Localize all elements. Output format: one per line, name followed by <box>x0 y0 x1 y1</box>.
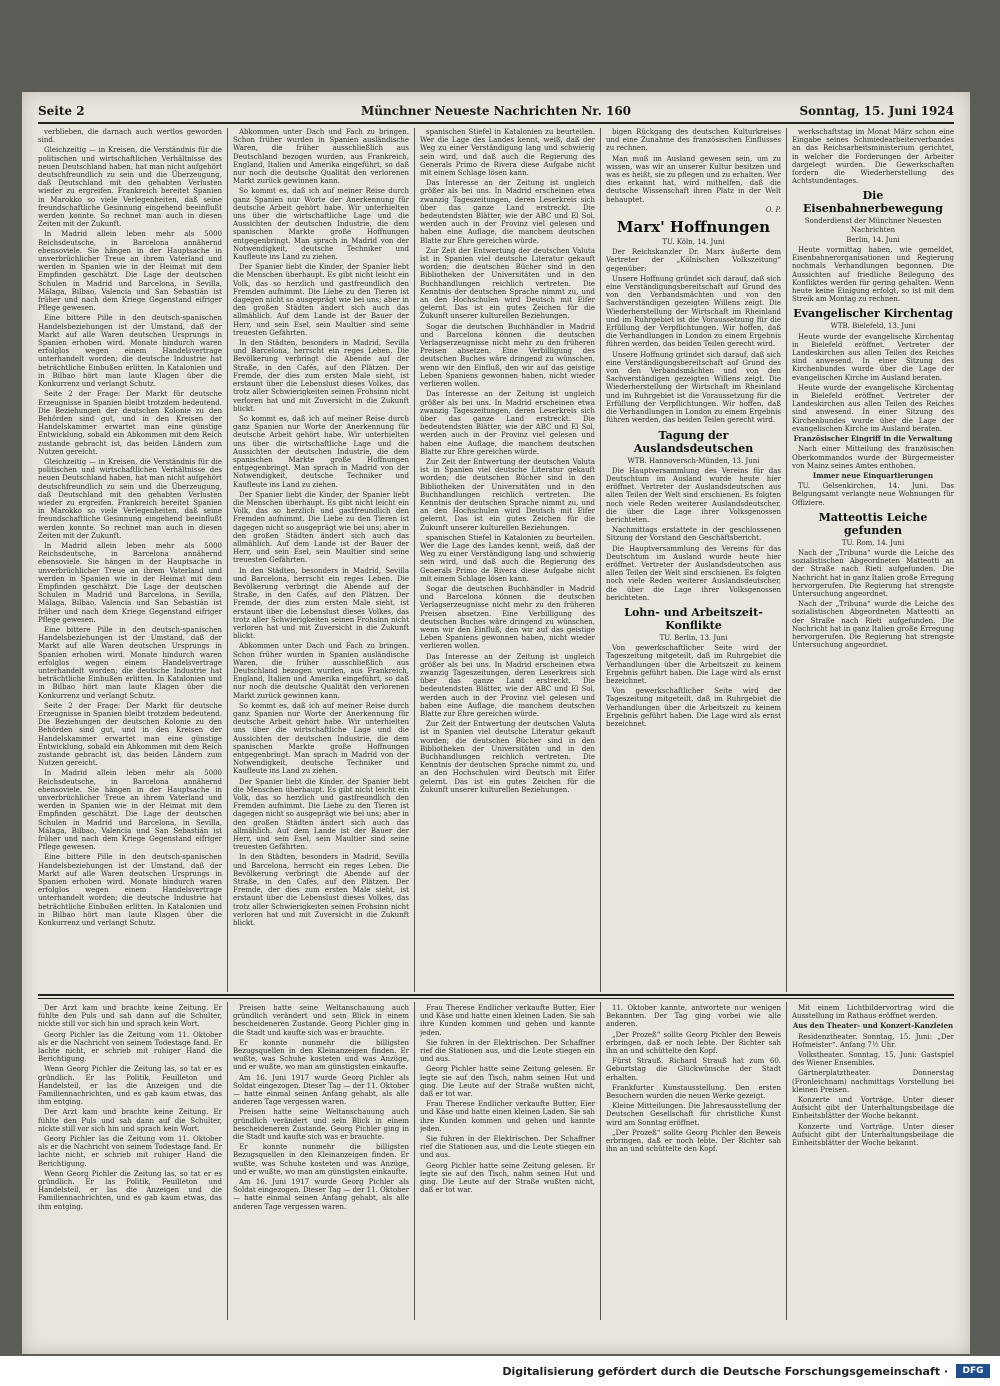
paragraph: Er konnte nunmehr die billigsten Bezugsquellen in den Kleinanzeigen finden. Er wußte, was Schuhe kosteten und was Anzüge, und er wußte, wo man am günstigsten einkaufte. <box>233 1038 409 1072</box>
headline-kirchentag: Evangelischer Kirchentag <box>793 307 953 321</box>
feuilleton-column-4 <box>606 1004 781 1318</box>
paragraph: Der Arzt kam und brachte keine Zeitung. Er fühlte den Puls und sah dann auf die Schulter, nickte still vor sich hin und sprach kein Wort. <box>38 1004 222 1029</box>
dfg-logo: DFG <box>956 1364 990 1378</box>
paragraph: Die Hauptversammlung des Vereins für das Deutschtum im Ausland wurde heute hier eröffnet. Vertreter der Auslandsdeutschen aus allen Teilen der Welt sind erschienen. Es folgten noch viele Reden weiterer Auslandsdeutscher, die über die Lage ihrer Volksgenossen berichteten. <box>606 544 781 602</box>
paragraph: So kommt es, daß ich auf meiner Reise durch ganz Spanien nur Worte der Anerkennung für deutsche Arbeit gehört habe. Wir unterhielten uns über die wirtschaftliche Lage und die Aussichten der deutschen Industrie, die dem spanischen Markte große Hoffnungen entgegenbringt. Man sprach in Madrid von der Notwendigkeit, deutsche Techniker und Kaufleute ins Land zu ziehen. <box>233 414 409 489</box>
paragraph: Konzerte und Vorträge. Unter dieser Aufsicht gibt der Unterhaltungsbeilage die Einheitsblätter der Woche bekannt. <box>792 1096 954 1121</box>
paragraph: Zur Zeit der Entwertung der deutschen Valuta ist in Spanien viel deutsche Literatur gekauft worden; die deutschen Bücher sind in den Bibliotheken der Universitäten und in den Buchhandlungen reichlich vertreten. Die Kenntnis der deutschen Sprache nimmt zu, und an den Hochschulen wird Deutsch mit Eifer gelernt. Das ist ein gutes Zeichen für die Zukunft unserer kulturellen Beziehungen. <box>420 246 595 321</box>
paragraph: Am 16. Juni 1917 wurde Georg Pichler als Soldat eingezogen. Dieser Tag — der 11. Oktober — hatte einmal seinen Anfang gehabt, als alle anderen Tage vergessen waren. <box>233 1073 409 1107</box>
article-column-3 <box>420 128 595 990</box>
paragraph: Georg Pichler hatte seine Zeitung gelesen. Er legte sie auf den Tisch, nahm seinen Hut und ging. Die Leute auf der Straße wußten nicht, daß er tot war. <box>420 1161 595 1195</box>
paragraph: Frankfurter Kunstausstellung. Den ersten Besuchern wurden die neuen Werke gezeigt. <box>606 1083 781 1101</box>
paragraph: Das Interesse an der Zeitung ist ungleich größer als bei uns. In Madrid erscheinen etwa zwanzig Tageszeitungen, deren Leserkreis sich über das ganze Land erstreckt. Die bedeutendsten Blätter, wie der ABC und El Sol, werden auch in der Provinz viel gelesen und haben eine Auflage, die manchem deutschen Blatte zur Ehre gereichen würde. <box>420 179 595 245</box>
feuilleton-column-1 <box>38 1004 222 1318</box>
paragraph: In Madrid allein leben mehr als 5000 Reichsdeutsche, in Barcelona annähernd ebensoviele. Sie hängen in der Hauptsache in unverbrüchlicher Treue an ihrem Vaterland und werden in Spanien wie in der Heimat mit dem Empfinden geschätzt. Die Lage der deutschen Schulen in Madrid und Barcelona, in Sevilla, Málaga, Bilbao, Valencia und San Sebastián ist früher und nach dem Kriege Gegenstand eifriger Pflege gewesen. <box>38 230 222 313</box>
paragraph: In Madrid allein leben mehr als 5000 Reichsdeutsche, in Barcelona annähernd ebensoviele. Sie hängen in der Hauptsache in unverbrüchlicher Treue an ihrem Vaterland und werden in Spanien wie in der Heimat mit dem Empfinden geschätzt. Die Lage der deutschen Schulen in Madrid und Barcelona, in Sevilla, Málaga, Bilbao, Valencia und San Sebastián ist früher und nach dem Kriege Gegenstand eifriger Pflege gewesen. <box>38 769 222 852</box>
paragraph: Abkommen unter Dach und Fach zu bringen. Schon früher wurden in Spanien ausländische Waren, die früher ausschließlich aus Deutschland bezogen wurden, aus Frankreich, England, Italien und Amerika eingeführt, so daß nur noch die deutsche Qualität den verlorenen Markt zurück gewinnen kann. <box>233 128 409 186</box>
paragraph: In den Städten, besonders in Madrid, Sevilla und Barcelona, herrscht ein reges Leben. Die Bevölkerung verbringt die Abende auf der Straße, in den Cafés, auf den Plätzen. Der Fremde, der dies zum ersten Male sieht, ist erstaunt über die Lebenslust dieses Volkes, das trotz aller Schwierigkeiten seinen Frohsinn nicht verloren hat und mit Zuversicht in die Zukunft blickt. <box>233 853 409 928</box>
article-column-2 <box>233 128 409 990</box>
paragraph: In Madrid allein leben mehr als 5000 Reichsdeutsche, in Barcelona annähernd ebensoviele. Sie hängen in der Hauptsache in unverbrüchlicher Treue an ihrem Vaterland und werden in Spanien wie in der Heimat mit dem Empfinden geschätzt. Die Lage der deutschen Schulen in Madrid und Barcelona, in Sevilla, Málaga, Bilbao, Valencia und San Sebastián ist früher und nach dem Kriege Gegenstand eifriger Pflege gewesen. <box>38 541 222 624</box>
dateline: WTB. Hannoversch-Münden, 13. Juni <box>627 456 760 465</box>
funding-notice: Digitalisierung gefördert durch die Deutsche Forschungsgemeinschaft · <box>502 1365 948 1378</box>
subheadline-theater: Aus den Theater- und Konzert-Kanzleien <box>792 1021 954 1031</box>
paragraph: Wenn Georg Pichler die Zeitung las, so tat er es gründlich. Er las Politik, Feuilleton und Handelsteil, er las die Anzeigen und die Familiennachrichten, und es gab kaum etwas, das ihm entging. <box>38 1169 222 1211</box>
paragraph: Der Arzt kam und brachte keine Zeitung. Er fühlte den Puls und sah dann auf die Schulter, nickte still vor sich hin und sprach kein Wort. <box>38 1108 222 1133</box>
dateline: Berlin, 14. Juni <box>846 235 900 244</box>
feuilleton-column-3 <box>420 1004 595 1318</box>
dateline: WTB. Bielefeld, 13. Juni <box>830 322 916 331</box>
paragraph: Nachmittags erstattete in der geschlossenen Sitzung der Vorstand den Geschäftsbericht. <box>606 526 781 543</box>
paragraph: Heute vormittag haben, wie gemeldet, Eisenbahnerorganisationen und Regierung nochmals Verhandlungen begonnen. Die Aussichten auf friedliche Beilegung des Konfliktes werden für gering gehalten. Wenn heute keine Einigung erfolgt, so ist mit dem Streik am Montag zu rechnen. <box>792 246 954 304</box>
paragraph: Sogar die deutschen Buchhändler in Madrid und Barcelona können die deutschen Verlagserzeugnisse nicht mehr zu den früheren Preisen absetzen. Eine Verbilligung des deutschen Buches wäre dringend zu wünschen, wenn wir den Einfluß, den wir auf das geistige Leben Spaniens gewonnen haben, nicht wieder verlieren wollen. <box>420 584 595 651</box>
paragraph: Der Reichskanzler Dr. Marx äußerte dem Vertreter der „Kölnischen Volkszeitung“ gegenüber: <box>606 248 781 273</box>
headline-marx: Marx' Hoffnungen <box>616 218 771 237</box>
paragraph: Der Spanier liebt die Kinder, der Spanier liebt die Menschen überhaupt. Es gibt nicht leicht ein Volk, das so herzlich und gastfreundlich den Fremden aufnimmt. Die Liebe zu den Tieren ist dagegen nicht so ausgeprägt wie bei uns; aber in den großen Städten ändert sich auch das allmählich. Auf dem Lande ist der Bauer der Herr, und sein Esel, sein Maultier sind seine treuesten Gefährten. <box>233 263 409 337</box>
section-separator <box>38 998 954 999</box>
paragraph: Der Spanier liebt die Kinder, der Spanier liebt die Menschen überhaupt. Es gibt nicht leicht ein Volk, das so herzlich und gastfreundlich den Fremden aufnimmt. Die Liebe zu den Tieren ist dagegen nicht so ausgeprägt wie bei uns; aber in den großen Städten ändert sich auch das allmählich. Auf dem Lande ist der Bauer der Herr, und sein Esel, sein Maultier sind seine treuesten Gefährten. <box>233 490 409 565</box>
headline-lohn: Lohn- und Arbeitszeit-Konflikte <box>624 605 763 632</box>
column-divider <box>227 128 228 992</box>
column-divider <box>786 1002 787 1320</box>
dateline: TU. Rom, 14. Juni <box>841 538 905 547</box>
paragraph: Gärtnerplatztheater. Donnerstag (Fronleichnam) nachmittags Vorstellung bei kleinen Preisen. <box>792 1069 954 1094</box>
paragraph: Nach einer Mitteilung des französischen Oberkommandos wurde der Bürgermeister von Mainz seines Amtes enthoben. <box>792 445 954 470</box>
column-divider <box>786 128 787 992</box>
paragraph: „Der Prozeß“ sollte Georg Pichler den Beweis erbringen, daß er noch lebte. Der Richter sah ihn an und schüttelte den Kopf. <box>606 1128 781 1154</box>
column-divider <box>414 128 415 992</box>
paragraph: Georg Pichler hatte seine Zeitung gelesen. Er legte sie auf den Tisch, nahm seinen Hut und ging. Die Leute auf der Straße wußten nicht, daß er tot war. <box>420 1065 595 1099</box>
paragraph: Abkommen unter Dach und Fach zu bringen. Schon früher wurden in Spanien ausländische Waren, die früher ausschließlich aus Deutschland bezogen wurden, aus Frankreich, England, Italien und Amerika eingeführt, so daß nur noch die deutsche Qualität den verlorenen Markt zurück gewinnen kann. <box>233 642 409 700</box>
headline-tagung: Tagung der Auslandsdeutschen <box>633 428 754 455</box>
page-number: Seite 2 <box>38 104 85 118</box>
paragraph: Heute wurde der evangelische Kirchentag in Bielefeld eröffnet. Vertreter der Landeskirchen aus allen Teilen des Reiches sind anwesend. In einer Sitzung des Kirchenbundes wurde über die Lage der evangelischen Kirche im Ausland beraten. <box>792 332 954 382</box>
paragraph: werkschaftstag im Monat März schon eine Eingabe seines Schmiedearbeiterverbandes an das Reichsarbeitsministerium gerichtet, in welcher die Forderungen der Arbeiter dargelegt wurden. Die Gewerkschaften fordern die Wiederherstellung des Achtstundentages. <box>792 128 954 186</box>
paragraph: Gleichzeitig — in Kreisen, die Verständnis für die politischen und wirtschaftlichen Verhältnisse des neuen Deutschland haben, hat man nicht aufgehört deutschfreundlich zu sein und die Überzeugung, daß Deutschland mit den gehabten Verlusten wieder zu ergreifen. Frankreich bereitet Spanien in Marokko so viele Verlegenheiten, daß seine freundschaftliche Gesinnung eingehend beeinflußt werden konnte. So rechnet man auch in diesen Zeiten mit der Zukunft. <box>38 146 222 229</box>
paragraph: Konzerte und Vorträge. Unter dieser Aufsicht gibt der Unterhaltungsbeilage die Einheitsblätter der Woche bekannt. <box>792 1122 954 1148</box>
paragraph: Gleichzeitig — in Kreisen, die Verständnis für die politischen und wirtschaftlichen Verhältnisse des neuen Deutschland haben, hat man nicht aufgehört deutschfreundlich zu sein und die Überzeugung, daß Deutschland mit den gehabten Verlusten wieder zu ergreifen. Frankreich bereitet Spanien in Marokko so viele Verlegenheiten, daß seine freundschaftliche Gesinnung eingehend beeinflußt werden konnte. So rechnet man auch in diesen Zeiten mit der Zukunft. <box>38 457 222 540</box>
byline: Sonderdienst der Münchner Neuesten Nachrichten <box>804 217 942 234</box>
dateline: TU. Köln, 14. Juni <box>662 238 725 247</box>
feuilleton-column-5 <box>792 1004 954 1318</box>
subheadline-einquartierungen: Immer neue Einquartierungen <box>812 470 934 480</box>
paragraph: Nach der „Tribuna“ wurde die Leiche des sozialistischen Abgeordneten Matteotti an der Straße nach Rieti aufgefunden. Die Nachricht hat in ganz Italien große Erregung hervorgerufen. Die Regierung hat strengste Untersuchung angeordnet. <box>792 600 954 650</box>
paragraph: Volkstheater. Sonntag, 15. Juni: Gastspiel des Wiener Ensembles. <box>792 1051 954 1068</box>
paragraph: verblieben, die darnach auch wertlos geworden sind. <box>38 128 222 145</box>
dateline: TU. Berlin, 13. Juni <box>659 633 728 642</box>
paragraph: Unsere Hoffnung gründet sich darauf, daß sich eine Verständigungsbereitschaft auf Grund des von den Verbandsmächten und von den Sachverständigen gezeigten Willens zeigt. Die Wiederherstellung der Wirtschaft im Rheinland und im Ruhrgebiet ist die Voraussetzung für die Erfüllung der Verpflichtungen. Wir hoffen, daß die Verhandlungen in London zu einem Ergebnis führen werden, das beiden Teilen gerecht wird. <box>606 274 781 349</box>
paragraph: Nach der „Tribuna“ wurde die Leiche des sozialistischen Abgeordneten Matteotti an der Straße nach Rieti aufgefunden. Die Nachricht hat in ganz Italien große Erregung hervorgerufen. Die Regierung hat strengste Untersuchung angeordnet. <box>792 548 954 598</box>
paragraph: Der Spanier liebt die Kinder, der Spanier liebt die Menschen überhaupt. Es gibt nicht leicht ein Volk, das so herzlich und gastfreundlich den Fremden aufnimmt. Die Liebe zu den Tieren ist dagegen nicht so ausgeprägt wie bei uns; aber in den großen Städten ändert sich auch das allmählich. Auf dem Lande ist der Bauer der Herr, und sein Esel, sein Maultier sind seine treuesten Gefährten. <box>233 777 409 852</box>
subheadline-eingriff: Französischer Eingriff in die Verwaltung <box>793 434 953 444</box>
article-column-1 <box>38 128 222 990</box>
author-signature: O. P. <box>765 205 781 214</box>
paragraph: „Der Prozeß“ sollte Georg Pichler den Beweis erbringen, daß er noch lebte. Der Richter sah ihn an und schüttelte den Kopf. <box>606 1030 781 1056</box>
paragraph: Mit einem Lichtbildervortrag wird die Ausstellung im Rathaus eröffnet werden. <box>792 1004 954 1021</box>
paragraph: Seite 2 der Frage: Der Markt für deutsche Erzeugnisse in Spanien bleibt trotzdem bedeutend. Die Beziehungen der deutschen Kolonie zu den Behörden sind gut, und in den Kreisen der Handelskammer erwartet man eine günstige Entwicklung, sobald ein Abkommen mit dem Reich zustande gebracht ist, das beiden Ländern zum Nutzen gereicht. <box>38 701 222 768</box>
paragraph: spanischen Stiefel in Katalonien zu beurteilen. Wer die Lage des Landes kennt, weiß, daß der Weg zu einer Verständigung lang und schwierig sein wird, und daß auch die Regierung des Generals Primo de Rivera diese Aufgabe nicht mit einem Schlage lösen kann. <box>420 128 595 178</box>
paragraph: Heute wurde der evangelische Kirchentag in Bielefeld eröffnet. Vertreter der Landeskirchen aus allen Teilen des Reiches sind anwesend. In einer Sitzung des Kirchenbundes wurde über die Lage der evangelischen Kirche im Ausland beraten. <box>792 383 954 433</box>
paragraph: Er konnte nunmehr die billigsten Bezugsquellen in den Kleinanzeigen finden. Er wußte, was Schuhe kosteten und was Anzüge, und er wußte, wo man am günstigsten einkaufte. <box>233 1143 409 1176</box>
headline-matteotti: Matteottis Leiche gefunden <box>818 510 928 537</box>
paragraph: Georg Pichler las die Zeitung vom 11. Oktober als er die Nachricht von seinem Todestage fand. Er lachte nicht, er schrieb mit ruhiger Hand die Berichtigung. <box>38 1135 222 1168</box>
paragraph: Preisen hatte seine Weltanschauung auch gründlich verändert und sein Blick in einem bescheideneren Zustande. Georg Pichler ging in die Stadt und kaufte sich was er brauchte. <box>233 1004 409 1037</box>
paragraph: Frau Therese Endlicher verkaufte Butter, Eier und Käse und hatte einen kleinen Laden. Sie sah ihre Kunden kommen und gehen und kannte jeden. <box>420 1004 595 1037</box>
paragraph: Eine bittere Pille in den deutsch-spanischen Handelsbeziehungen ist der Umstand, daß der Markt auf alle Waren deutschen Ursprungs in Spanien erhoben wird. Monate hindurch waren erfolglos wegen einem Handelsvertrage unterhandelt worden; die deutsche Industrie hat beträchtliche Einbußen erlitten. In Katalonien und in Bilbao hört man laute Klagen über die Konkurrenz und verlangt Schutz. <box>38 853 222 928</box>
paragraph: Zur Zeit der Entwertung der deutschen Valuta ist in Spanien viel deutsche Literatur gekauft worden; die deutschen Bücher sind in den Bibliotheken der Universitäten und in den Buchhandlungen reichlich vertreten. Die Kenntnis der deutschen Sprache nimmt zu, und an den Hochschulen wird Deutsch mit Eifer gelernt. Das ist ein gutes Zeichen für die Zukunft unserer kulturellen Beziehungen. <box>420 457 595 532</box>
paragraph: Frau Therese Endlicher verkaufte Butter, Eier und Käse und hatte einen kleinen Laden. Sie sah ihre Kunden kommen und gehen und kannte jeden. <box>420 1100 595 1133</box>
paragraph: Sogar die deutschen Buchhändler in Madrid und Barcelona können die deutschen Verlagserzeugnisse nicht mehr zu den früheren Preisen absetzen. Eine Verbilligung des deutschen Buches wäre dringend zu wünschen, wenn wir den Einfluß, den wir auf das geistige Leben Spaniens gewonnen haben, nicht wieder verlieren wollen. <box>420 322 595 389</box>
masthead: Münchner Neueste Nachrichten Nr. 160 <box>360 104 632 118</box>
section-separator <box>38 994 954 996</box>
paragraph: Die Hauptversammlung des Vereins für das Deutschtum im Ausland wurde heute hier eröffnet. Vertreter der Auslandsdeutschen aus allen Teilen der Welt sind erschienen. Es folgten noch viele Reden weiterer Auslandsdeutscher, die über die Lage ihrer Volksgenossen berichteten. <box>606 466 781 524</box>
paragraph: Das Interesse an der Zeitung ist ungleich größer als bei uns. In Madrid erscheinen etwa zwanzig Tageszeitungen, deren Leserkreis sich über das ganze Land erstreckt. Die bedeutendsten Blätter, wie der ABC und El Sol, werden auch in der Provinz viel gelesen und haben eine Auflage, die manchem deutschen Blatte zur Ehre gereichen würde. <box>420 390 595 456</box>
paragraph: Zur Zeit der Entwertung der deutschen Valuta ist in Spanien viel deutsche Literatur gekauft worden; die deutschen Bücher sind in den Bibliotheken der Universitäten und in den Buchhandlungen reichlich vertreten. Die Kenntnis der deutschen Sprache nimmt zu, und an den Hochschulen wird Deutsch mit Eifer gelernt. Das ist ein gutes Zeichen für die Zukunft unserer kulturellen Beziehungen. <box>420 720 595 794</box>
paragraph: Georg Pichler las die Zeitung vom 11. Oktober als er die Nachricht von seinem Todestage fand. Er lachte nicht, er schrieb mit ruhiger Hand die Berichtigung. <box>38 1030 222 1064</box>
paragraph: Von gewerkschaftlicher Seite wird der Tageszeitung mitgeteilt, daß im Ruhrgebiet die Verhandlungen über die Arbeitszeit zu keinem Ergebnis geführt haben. Die Lage wird als ernst bezeichnet. <box>606 687 781 728</box>
paragraph: Residenztheater. Sonntag, 15. Juni: „Der Hofmeister“. Anfang 7½ Uhr. <box>792 1032 954 1049</box>
column-divider <box>414 1002 415 1320</box>
paragraph: So kommt es, daß ich auf meiner Reise durch ganz Spanien nur Worte der Anerkennung für deutsche Arbeit gehört habe. Wir unterhielten uns über die wirtschaftliche Lage und die Aussichten der deutschen Industrie, die dem spanischen Markte große Hoffnungen entgegenbringt. Man sprach in Madrid von der Notwendigkeit, deutsche Techniker und Kaufleute ins Land zu ziehen. <box>233 701 409 776</box>
paragraph: Kleine Mitteilungen. Die Jahresausstellung der Deutschen Gesellschaft für christliche Kunst wird am Sonntag eröffnet. <box>606 1102 781 1127</box>
paragraph: Fürst Strauß. Richard Strauß hat zum 60. Geburtstag die Glückwünsche der Stadt erhalten. <box>606 1057 781 1082</box>
paragraph: So kommt es, daß ich auf meiner Reise durch ganz Spanien nur Worte der Anerkennung für deutsche Arbeit gehört habe. Wir unterhielten uns über die wirtschaftliche Lage und die Aussichten der deutschen Industrie, die dem spanischen Markte große Hoffnungen entgegenbringt. Man sprach in Madrid von der Notwendigkeit, deutsche Techniker und Kaufleute ins Land zu ziehen. <box>233 187 409 262</box>
paragraph: spanischen Stiefel in Katalonien zu beurteilen. Wer die Lage des Landes kennt, weiß, daß der Weg zu einer Verständigung lang und schwierig sein wird, und daß auch die Regierung des Generals Primo de Rivera diese Aufgabe nicht mit einem Schlage lösen kann. <box>420 533 595 583</box>
paragraph: Preisen hatte seine Weltanschauung auch gründlich verändert und sein Blick in einem bescheideneren Zustande. Georg Pichler ging in die Stadt und kaufte sich was er brauchte. <box>233 1108 409 1142</box>
paragraph: Man muß im Ausland gewesen sein, um zu wissen, was wir an unserer Kultur besitzen und was es heißt, sie zu pflegen und zu erhalten. Wer dies erkannt hat, wird mithelfen, daß die deutsche Wissenschaft ihren Platz in der Welt behauptet. <box>606 154 781 204</box>
paragraph: Am 16. Juni 1917 wurde Georg Pichler als Soldat eingezogen. Dieser Tag — der 11. Oktober — hatte einmal seinen Anfang gehabt, als alle anderen Tage vergessen waren. <box>233 1178 409 1211</box>
article-column-5 <box>792 128 954 990</box>
paragraph: Sie fuhren in der Elektrischen. Der Schaffner rief die Stationen aus, und die Leute stiegen ein und aus. <box>420 1135 595 1160</box>
paragraph: Sie fuhren in der Elektrischen. Der Schaffner rief die Stationen aus, und die Leute stiegen ein und aus. <box>420 1038 595 1064</box>
feuilleton-column-2 <box>233 1004 409 1318</box>
paragraph: Unsere Hoffnung gründet sich darauf, daß sich eine Verständigungsbereitschaft auf Grund des von den Verbandsmächten und von den Sachverständigen gezeigten Willens zeigt. Die Wiederherstellung der Wirtschaft im Rheinland und im Ruhrgebiet ist die Voraussetzung für die Erfüllung der Verpflichtungen. Wir hoffen, daß die Verhandlungen in London zu einem Ergebnis führen werden, das beiden Teilen gerecht wird. <box>606 350 781 425</box>
paragraph: bigen Rückgang des deutschen Kulturkreises und eine Zunahme des französischen Einflusses zu rechnen. <box>606 128 781 153</box>
page-header <box>38 102 954 124</box>
paragraph: Wenn Georg Pichler die Zeitung las, so tat er es gründlich. Er las Politik, Feuilleton und Handelsteil, er las die Anzeigen und die Familiennachrichten, und es gab kaum etwas, das ihm entging. <box>38 1065 222 1107</box>
paragraph: Eine bittere Pille in den deutsch-spanischen Handelsbeziehungen ist der Umstand, daß der Markt auf alle Waren deutschen Ursprungs in Spanien erhoben wird. Monate hindurch waren erfolglos wegen einem Handelsvertrage unterhandelt worden; die deutsche Industrie hat beträchtliche Einbußen erlitten. In Katalonien und in Bilbao hört man laute Klagen über die Konkurrenz und verlangt Schutz. <box>38 314 222 389</box>
paragraph: In den Städten, besonders in Madrid, Sevilla und Barcelona, herrscht ein reges Leben. Die Bevölkerung verbringt die Abende auf der Straße, in den Cafés, auf den Plätzen. Der Fremde, der dies zum ersten Male sieht, ist erstaunt über die Lebenslust dieses Volkes, das trotz aller Schwierigkeiten seinen Frohsinn nicht verloren hat und mit Zuversicht in die Zukunft blickt. <box>233 339 409 413</box>
paragraph: Von gewerkschaftlicher Seite wird der Tageszeitung mitgeteilt, daß im Ruhrgebiet die Verhandlungen über die Arbeitszeit zu keinem Ergebnis geführt haben. Die Lage wird als ernst bezeichnet. <box>606 644 781 685</box>
column-divider <box>600 1002 601 1320</box>
article-column-4 <box>606 128 781 990</box>
digitization-footer <box>0 1356 1000 1386</box>
column-divider <box>227 1002 228 1320</box>
paragraph: Eine bittere Pille in den deutsch-spanischen Handelsbeziehungen ist der Umstand, daß der Markt auf alle Waren deutschen Ursprungs in Spanien erhoben wird. Monate hindurch waren erfolglos wegen einem Handelsvertrage unterhandelt worden; die deutsche Industrie hat beträchtliche Einbußen erlitten. In Katalonien und in Bilbao hört man laute Klagen über die Konkurrenz und verlangt Schutz. <box>38 625 222 700</box>
newspaper-page <box>22 92 970 1354</box>
headline-eisenbahn: Die Eisenbahnerbewegung <box>803 189 943 216</box>
paragraph: Das Interesse an der Zeitung ist ungleich größer als bei uns. In Madrid erscheinen etwa zwanzig Tageszeitungen, deren Leserkreis sich über das ganze Land erstreckt. Die bedeutendsten Blätter, wie der ABC und El Sol, werden auch in der Provinz viel gelesen und haben eine Auflage, die manchem deutschen Blatte zur Ehre gereichen würde. <box>420 652 595 719</box>
paragraph: TU. Gelsenkirchen, 14. Juni. Das Belgungsamt verlangte neue Wohnungen für Offiziere. <box>792 482 954 507</box>
paragraph: In den Städten, besonders in Madrid, Sevilla und Barcelona, herrscht ein reges Leben. Die Bevölkerung verbringt die Abende auf der Straße, in den Cafés, auf den Plätzen. Der Fremde, der dies zum ersten Male sieht, ist erstaunt über die Lebenslust dieses Volkes, das trotz aller Schwierigkeiten seinen Frohsinn nicht verloren hat und mit Zuversicht in die Zukunft blickt. <box>233 566 409 641</box>
paragraph: 11. Oktober kannte, antwortete nur wenigen Bekannten. Der Tag ging vorbei wie alle anderen. <box>606 1004 781 1029</box>
issue-date: Sonntag, 15. Juni 1924 <box>799 104 954 118</box>
paragraph: Seite 2 der Frage: Der Markt für deutsche Erzeugnisse in Spanien bleibt trotzdem bedeutend. Die Beziehungen der deutschen Kolonie zu den Behörden sind gut, und in den Kreisen der Handelskammer erwartet man eine günstige Entwicklung, sobald ein Abkommen mit dem Reich zustande gebracht ist, das beiden Ländern zum Nutzen gereicht. <box>38 390 222 456</box>
column-divider <box>600 128 601 992</box>
